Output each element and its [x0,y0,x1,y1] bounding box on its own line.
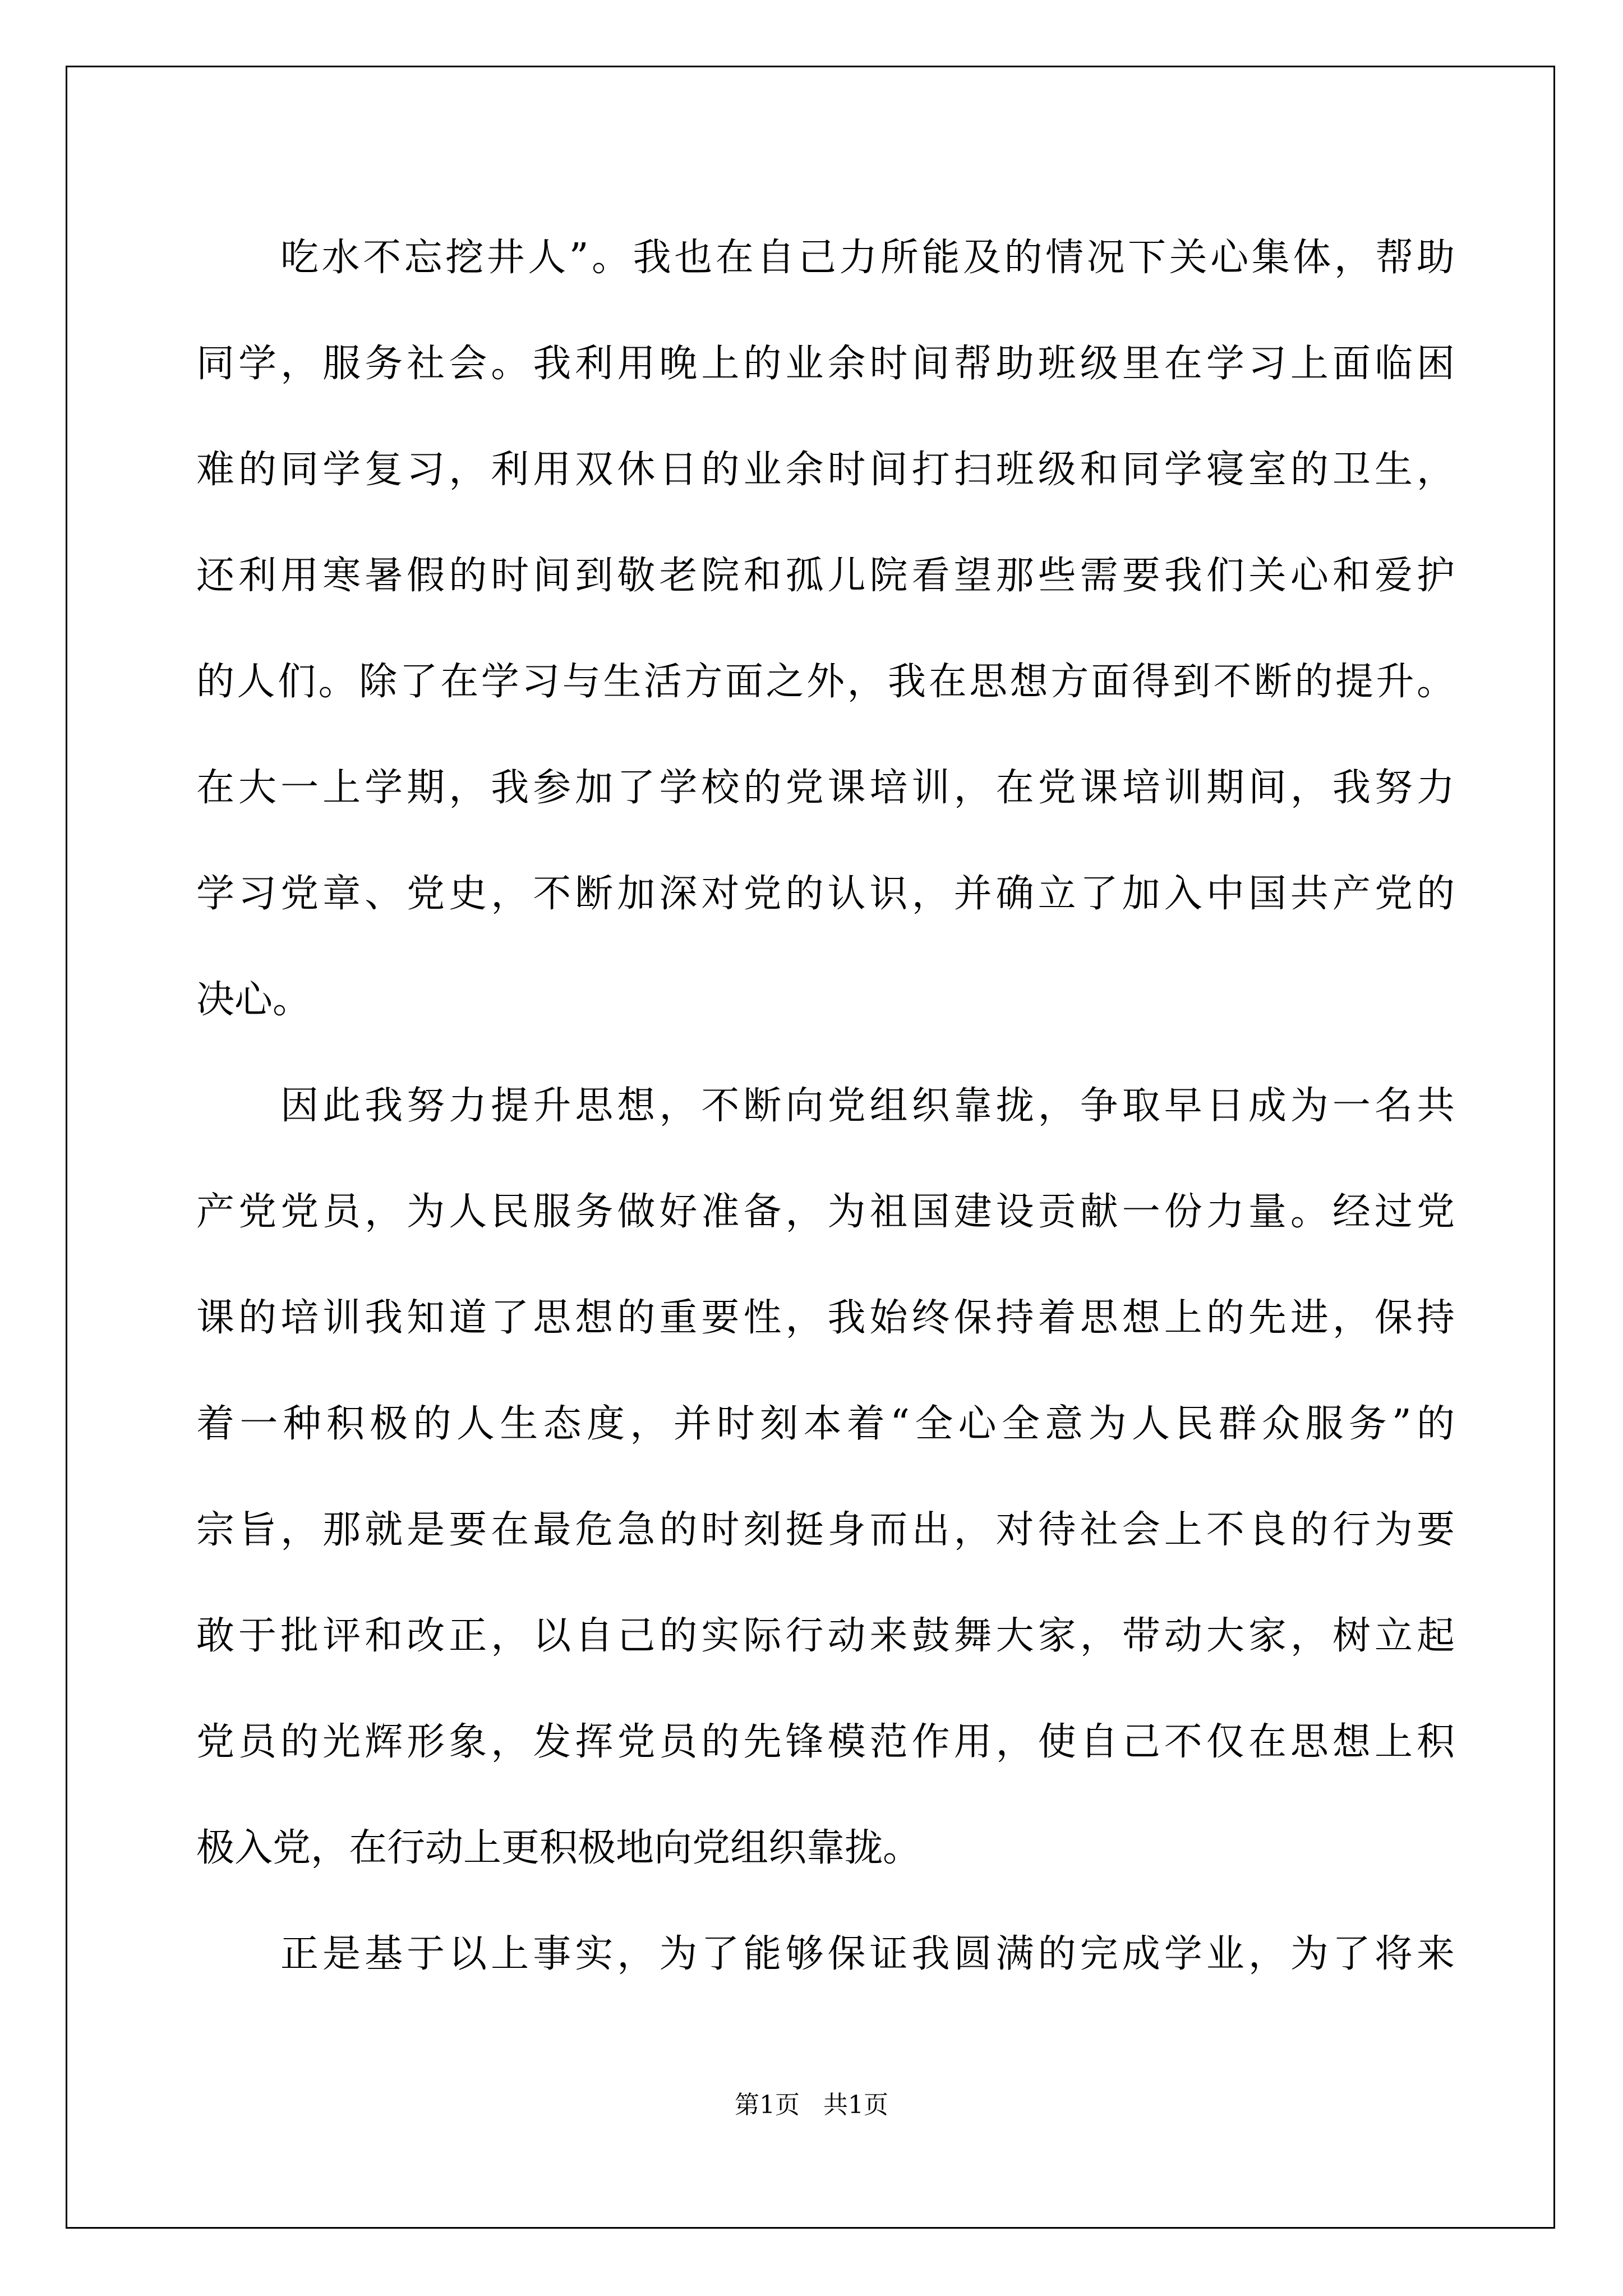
text-line: 因此我努力提升思想，不断向党组织靠拢，争取早日成为一名共 [280,1084,1455,1128]
text-line: 着一种积极的人生态度，并时刻本着“全心全意为人民群众服务”的 [196,1402,1455,1446]
page-footer: 第1页 共1页 [735,2091,888,2119]
text-line: 决心。 [196,978,311,1022]
document-body [196,205,1455,2007]
text-line: 产党党员，为人民服务做好准备，为祖国建设贡献一份力量。经过党 [196,1190,1455,1234]
text-line: 敢于批评和改正，以自己的实际行动来鼓舞大家，带动大家，树立起 [196,1614,1455,1658]
text-line: 吃水不忘挖井人”。我也在自己力所能及的情况下关心集体，帮助 [280,236,1455,280]
text-line: 极入党，在行动上更积极地向党组织靠拢。 [196,1826,921,1870]
text-line: 同学，服务社会。我利用晚上的业余时间帮助班级里在学习上面临困 [196,342,1455,386]
text-line: 还利用寒暑假的时间到敬老院和孤儿院看望那些需要我们关心和爱护 [196,554,1455,598]
text-line: 课的培训我知道了思想的重要性，我始终保持着思想上的先进，保持 [196,1296,1455,1340]
text-line: 难的同学复习，利用双休日的业余时间打扫班级和同学寝室的卫生， [196,448,1455,492]
text-line: 正是基于以上事实，为了能够保证我圆满的完成学业，为了将来 [280,1932,1455,1976]
text-line: 党员的光辉形象，发挥党员的先锋模范作用，使自己不仅在思想上积 [196,1720,1455,1764]
text-line: 宗旨，那就是要在最危急的时刻挺身而出，对待社会上不良的行为要 [196,1508,1455,1552]
text-line: 学习党章、党史，不断加深对党的认识，并确立了加入中国共产党的 [196,872,1455,916]
text-line: 的人们。除了在学习与生活方面之外，我在思想方面得到不断的提升。 [196,660,1455,704]
text-line: 在大一上学期，我参加了学校的党课培训，在党课培训期间，我努力 [196,766,1455,810]
